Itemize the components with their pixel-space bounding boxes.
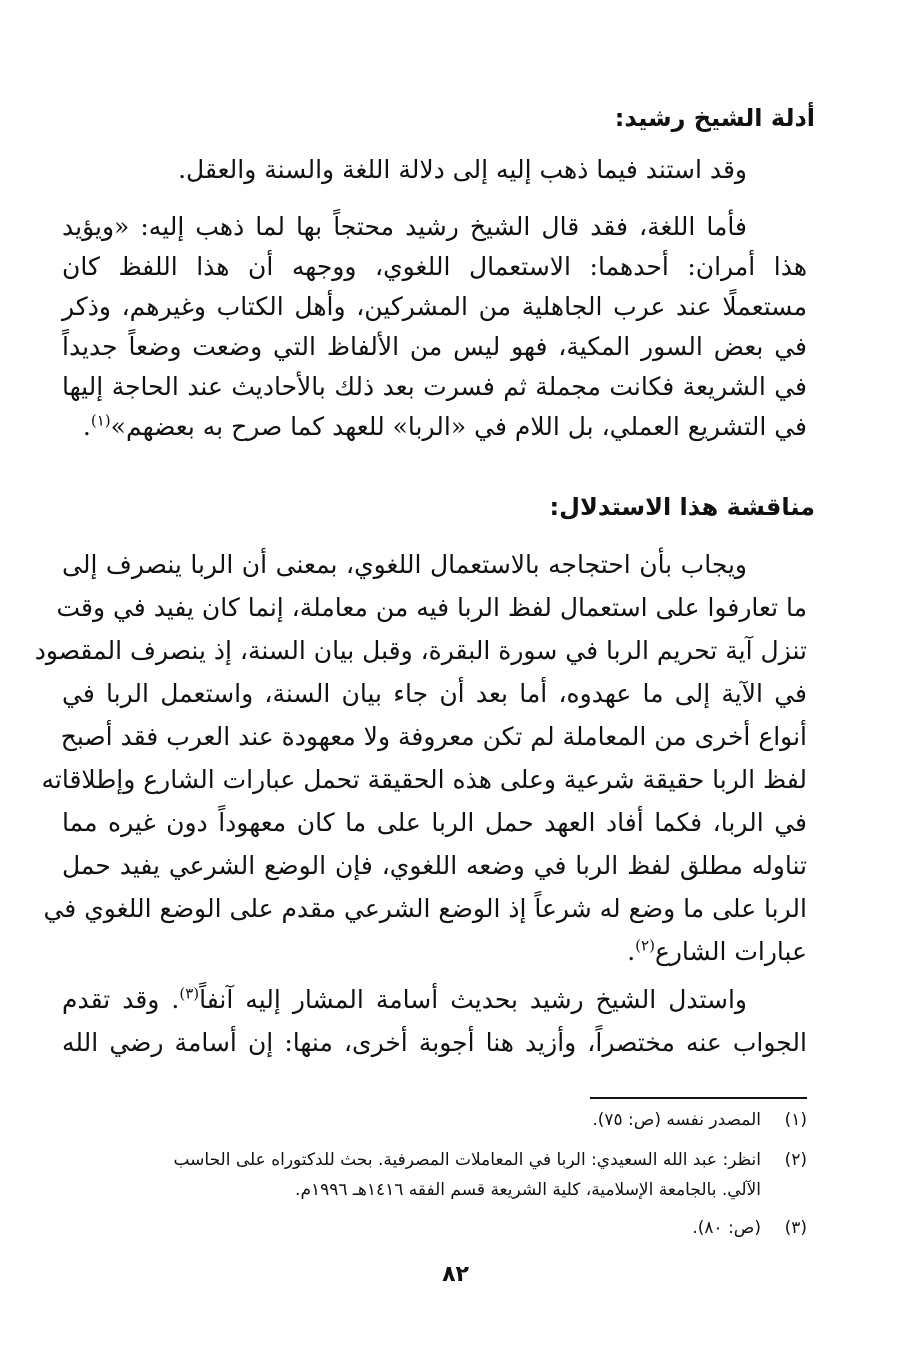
quote-text: في التشريع العملي، بل اللام في «الربا» للعهد كما صرح به بعضهم» [110, 412, 807, 441]
paragraph-line [62, 980, 807, 1020]
paragraph-line: فأما اللغة، فقد قال الشيخ رشيد محتجاً بها لما ذهب إليه: «ويؤيد [62, 212, 747, 241]
line-text-end: . وقد تقدم [62, 985, 180, 1014]
paragraph-line: أنواع أخرى من المعاملة لم تكن معروفة ولا معهودة عند العرب فقد أصبح [60, 722, 807, 751]
paragraph-line: ويجاب بأن احتجاجه بالاستعمال اللغوي، بمعنى أن الربا ينصرف إلى [62, 550, 747, 579]
section-heading-discussion: مناقشة هذا الاستدلال: [549, 493, 815, 521]
period: . [82, 412, 91, 441]
footnote-ref-2: (٢) [635, 936, 655, 955]
paragraph-line: الربا على ما وضع له شرعاً إذ الوضع الشرعي مقدم على الوضع اللغوي في [43, 894, 807, 923]
paragraph-line [62, 932, 807, 972]
paragraph-line: تنزل آية تحريم الربا في سورة البقرة، وقبل بيان السنة، إذ ينصرف المقصود [34, 636, 807, 665]
footnote-3 [62, 1213, 807, 1243]
paragraph-line: لفظ الربا حقيقة شرعية وعلى هذه الحقيقة تحمل عبارات الشارع وإطلاقاته [41, 765, 807, 794]
footnote-text: (ص: ٨٠). [692, 1218, 761, 1238]
paragraph-line: مستعملًا عند عرب الجاهلية من المشركين، وأهل الكتاب وغيرهم، وذكر [62, 292, 807, 321]
footnote-number: (٢) [784, 1150, 807, 1170]
paragraph-line: في الربا، فكما أفاد العهد حمل الربا على ما كان معهوداً دون غيره مما [62, 808, 807, 837]
footnote-number: (١) [784, 1110, 807, 1130]
footnote-ref-3: (٣) [179, 984, 200, 1003]
footnote-separator [590, 1097, 807, 1099]
paragraph-line: في بعض السور المكية، فهو ليس من الألفاظ التي وضعت وضعاً جديداً [62, 332, 807, 361]
page-number: ٨٢ [442, 1262, 469, 1287]
paragraph-line: هذا أمران: أحدهما: الاستعمال اللغوي، ووجهه أن هذا اللفظ كان [62, 252, 807, 281]
footnote-text: المصدر نفسه (ص: ٧٥). [592, 1110, 761, 1130]
paragraph-line: ما تعارفوا على استعمال لفظ الربا فيه من معاملة، إنما كان يفيد في وقت [56, 593, 807, 622]
footnote-ref-1: (١) [90, 411, 111, 430]
period: . [627, 937, 636, 966]
section-heading-rashid-evidence: أدلة الشيخ رشيد: [614, 104, 815, 132]
paragraph-line: في الآية إلى ما عهدوه، أما بعد أن جاء بيان السنة، واستعمل الربا في [62, 679, 807, 708]
line-text: عبارات الشارع [654, 937, 807, 966]
paragraph-line [62, 407, 807, 447]
footnote-2-continuation: الآلي. بالجامعة الإسلامية، كلية الشريعة قسم الفقه ١٤١٦هـ ١٩٩٦م. [295, 1180, 761, 1200]
paragraph-line: في الشريعة فكانت مجملة ثم فسرت بعد ذلك بالأحاديث عند الحاجة إليها [62, 372, 807, 401]
footnote-2 [62, 1145, 807, 1175]
footnote-number: (٣) [784, 1218, 807, 1238]
paragraph-line: تناوله مطلق لفظ الربا في وضعه اللغوي، فإن الوضع الشرعي يفيد حمل [62, 851, 807, 880]
paragraph-line: وقد استند فيما ذهب إليه إلى دلالة اللغة والسنة والعقل. [178, 155, 747, 184]
footnote-text: انظر: عبد الله السعيدي: الربا في المعاملات المصرفية. بحث للدكتوراه على الحاسب [173, 1150, 761, 1170]
paragraph-line: الجواب عنه مختصراً، وأزيد هنا أجوبة أخرى، منها: إن أسامة رضي الله [62, 1028, 807, 1057]
line-text: واستدل الشيخ رشيد بحديث أسامة المشار إليه آنفاً [199, 985, 747, 1014]
footnote-1 [62, 1105, 807, 1135]
